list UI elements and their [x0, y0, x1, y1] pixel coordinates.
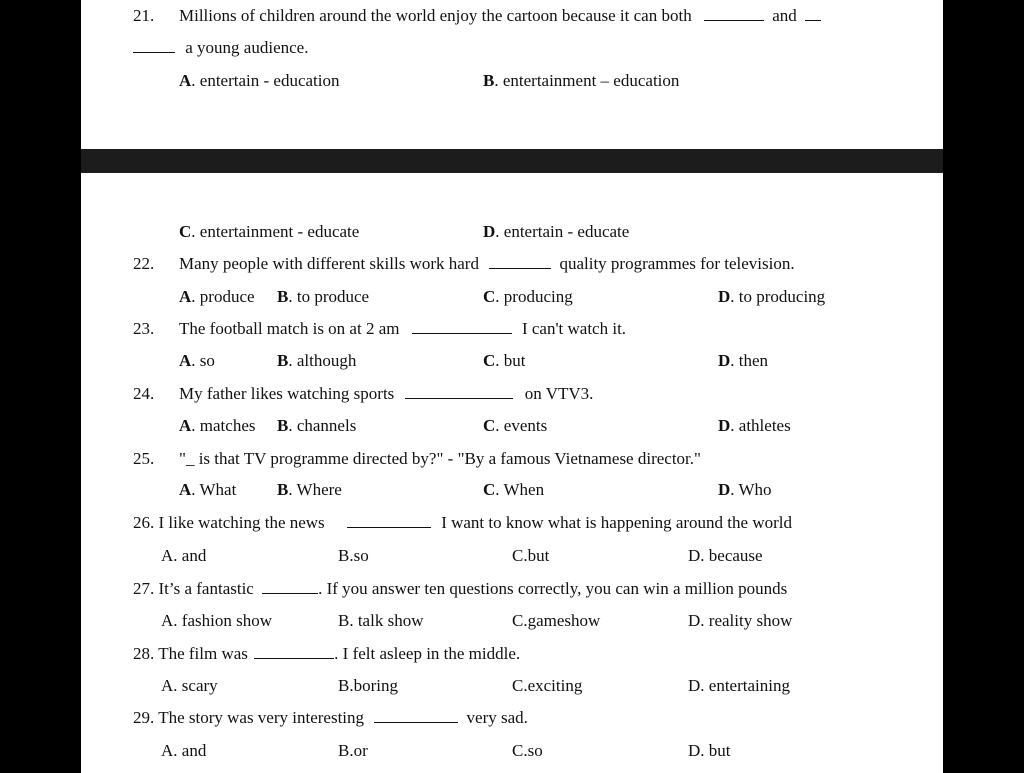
- q21-number: 21.: [133, 6, 155, 25]
- q26-option-a: A. and: [161, 546, 207, 565]
- q25-option-a: A. What: [179, 480, 237, 499]
- q24-option-b: B. channels: [277, 416, 357, 435]
- q22-blank: [489, 254, 551, 269]
- q21-option-c: C. entertainment - educate: [179, 222, 360, 241]
- q22-stem: Many people with different skills work hard quality programmes for television.: [179, 254, 795, 273]
- q21-stem-line2: a young audience.: [133, 38, 308, 58]
- q27-option-a: A. fashion show: [161, 611, 272, 630]
- q22-option-c: C. producing: [483, 287, 573, 306]
- q26-option-c: C.but: [512, 546, 550, 565]
- q24-option-c: C. events: [483, 416, 548, 435]
- q27-option-d: D. reality show: [688, 611, 793, 630]
- page-separator-bar: [81, 149, 943, 173]
- q23-option-a: A. so: [179, 351, 215, 370]
- q28-option-a: A. scary: [161, 676, 218, 695]
- q24-option-a: A. matches: [179, 416, 256, 435]
- q23-number: 23.: [133, 319, 155, 338]
- q28-blank: [254, 644, 334, 659]
- q26-option-d: D. because: [688, 546, 763, 565]
- q25-option-d: D. Who: [718, 480, 772, 499]
- q26-blank: [347, 513, 431, 528]
- q27-stem: 27. It’s a fantastic . If you answer ten questions correctly, you can win a million pounds: [133, 579, 788, 598]
- q21-blank-3: [133, 38, 175, 53]
- q23-blank: [412, 319, 512, 334]
- q24-number: 24.: [133, 384, 155, 403]
- page-bottom-fragment: [81, 173, 943, 773]
- q25-option-b: B. Where: [277, 480, 342, 499]
- q29-option-d: D. but: [688, 741, 731, 760]
- q21-option-d: D. entertain - educate: [483, 222, 630, 241]
- q21-blank-2: [805, 6, 821, 21]
- q21-option-a: A. entertain - education: [179, 71, 340, 90]
- q29-blank: [374, 708, 458, 723]
- q27-option-c: C.gameshow: [512, 611, 601, 630]
- q25-number: 25.: [133, 449, 155, 468]
- page-top-fragment: [81, 0, 943, 149]
- q29-stem: 29. The story was very interesting very sad.: [133, 708, 528, 727]
- q22-number: 22.: [133, 254, 155, 273]
- q24-stem: My father likes watching sports on VTV3.: [179, 384, 594, 403]
- q24-blank: [405, 384, 513, 399]
- q23-option-c: C. but: [483, 351, 526, 370]
- q23-option-d: D. then: [718, 351, 769, 370]
- q27-blank: [262, 579, 318, 594]
- q28-option-d: D. entertaining: [688, 676, 790, 695]
- q25-stem: "_ is that TV programme directed by?" - "By a famous Vietnamese director.": [179, 449, 701, 468]
- q22-option-d: D. to producing: [718, 287, 826, 306]
- q21-option-b: B. entertainment – education: [483, 71, 680, 90]
- q21-stem: Millions of children around the world enjoy the cartoon because it can both and: [179, 6, 821, 26]
- q29-option-b: B.or: [338, 741, 368, 760]
- q22-option-b: B. to produce: [277, 287, 370, 306]
- q24-option-d: D. athletes: [718, 416, 791, 435]
- q23-option-b: B. although: [277, 351, 357, 370]
- q29-option-c: C.so: [512, 741, 543, 760]
- q26-stem: 26. I like watching the news I want to know what is happening around the world: [133, 513, 792, 532]
- q27-option-b: B. talk show: [338, 611, 424, 630]
- q26-option-b: B.so: [338, 546, 369, 565]
- q28-option-c: C.exciting: [512, 676, 583, 695]
- q28-stem: 28. The film was . I felt asleep in the middle.: [133, 644, 521, 663]
- q23-stem: The football match is on at 2 am I can't watch it.: [179, 319, 627, 338]
- q25-option-c: C. When: [483, 480, 545, 499]
- q28-option-b: B.boring: [338, 676, 398, 695]
- q22-option-a: A. produce: [179, 287, 255, 306]
- q21-blank-1: [704, 6, 764, 21]
- q29-option-a: A. and: [161, 741, 207, 760]
